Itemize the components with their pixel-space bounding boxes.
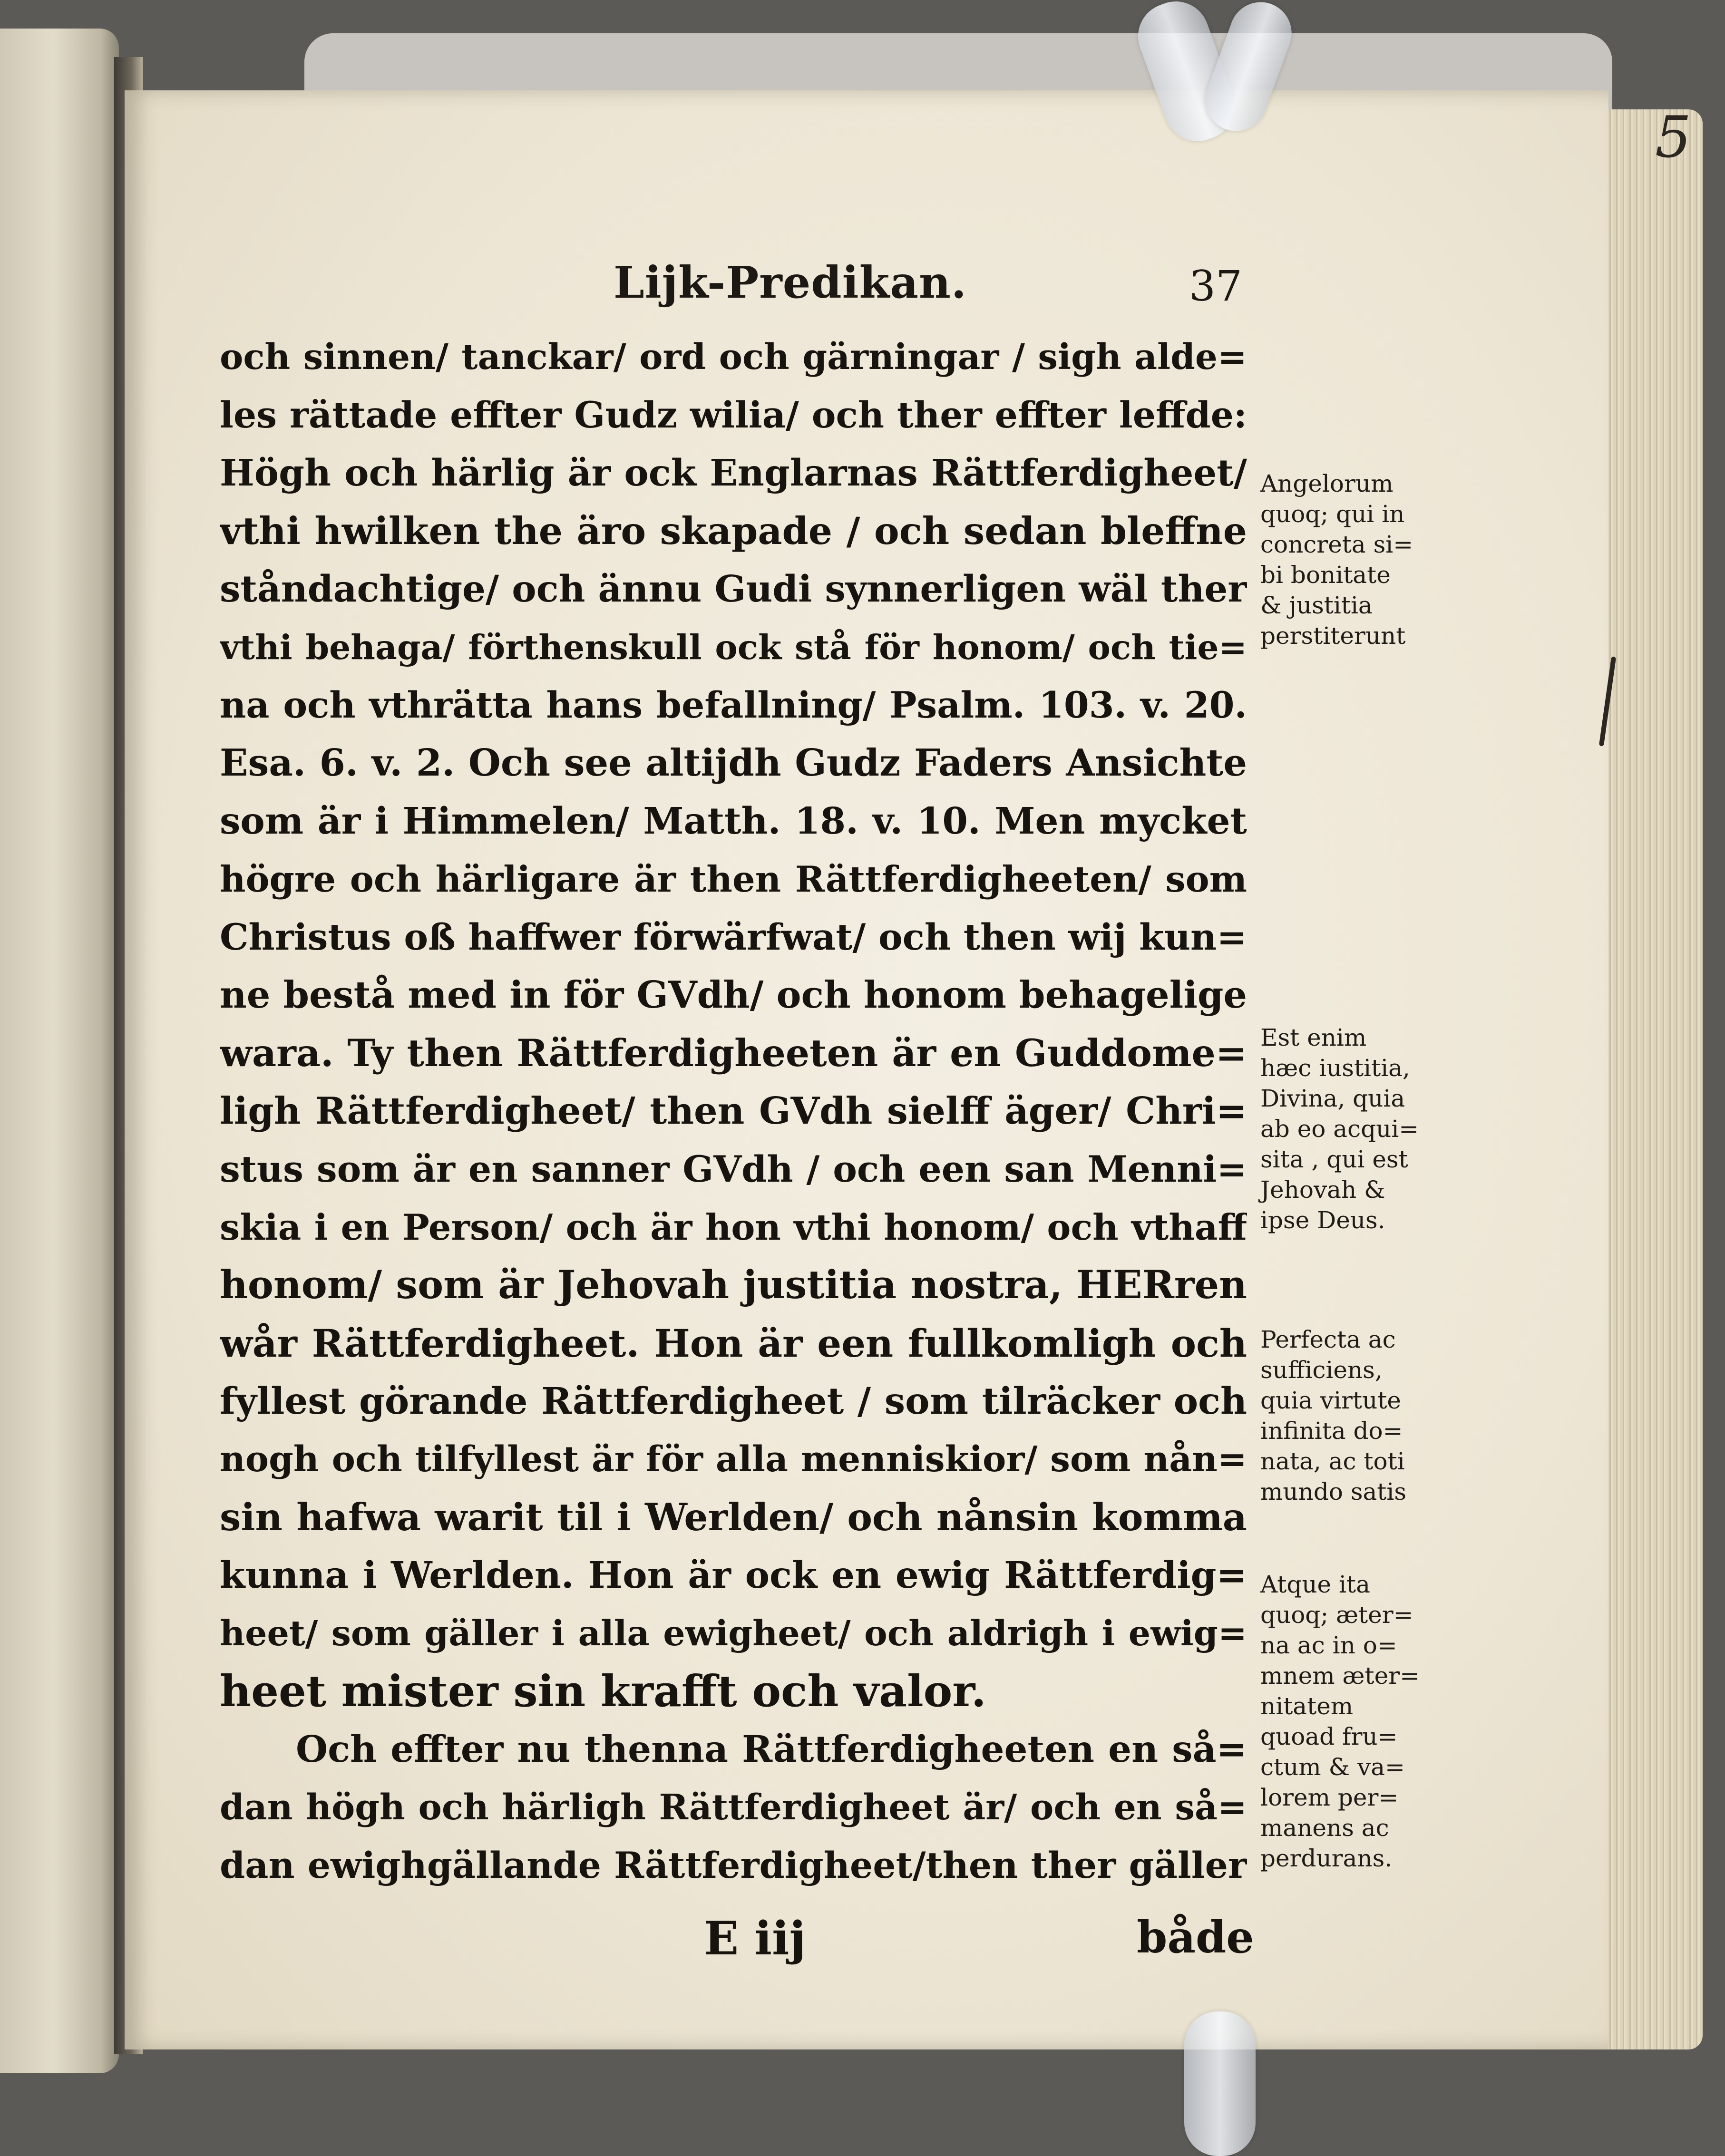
text-line: dan högh och härligh Rättferdigheet är/ och en så= [220, 1787, 1247, 1828]
marginal-line: nitatem [1260, 1692, 1354, 1720]
text-line: ligh Rättferdigheet/ then GVdh sielff äger/ Chri= [220, 1089, 1247, 1133]
marginal-note-perfecta [1260, 1324, 1432, 1507]
text-line: fyllest görande Rättferdigheet / som tilräcker och [220, 1380, 1247, 1423]
marginal-line: mundo satis [1260, 1478, 1407, 1505]
facing-page-edge [0, 29, 119, 2073]
glass-clip-bottom [1184, 2011, 1256, 2156]
marginal-line: sita , qui est [1260, 1146, 1408, 1173]
marginal-line: concreta si= [1260, 531, 1413, 558]
text-line: nogh och tilfyllest är för alla menniskior/ som nån= [220, 1439, 1247, 1480]
marginal-line: perstiterunt [1260, 622, 1406, 650]
text-line: som är i Himmelen/ Matth. 18. v. 10. Men mycket [220, 800, 1247, 843]
text-line: les rättade effter Gudz wilia/ och ther effter leffde: [220, 394, 1247, 436]
text-line: heet/ som gäller i alla ewigheet/ och aldrigh i ewig= [220, 1613, 1247, 1654]
marginal-line: ctum & va= [1260, 1753, 1405, 1781]
marginal-line: Angelorum [1260, 470, 1394, 497]
marginal-line: perdurans. [1260, 1845, 1393, 1872]
marginal-line: Perfecta ac [1260, 1326, 1396, 1353]
body-text [220, 328, 1247, 1894]
signature-mark: E iij [704, 1912, 806, 1965]
running-head: Lijk-Predikan. [614, 257, 967, 308]
marginal-line: hæc iustitia, [1260, 1054, 1410, 1082]
marginal-line: infinita do= [1260, 1417, 1403, 1445]
text-line: honom/ som är Jehovah justitia nostra, HERren [220, 1263, 1247, 1308]
text-line: vthi hwilken the äro skapade / och sedan bleffne [220, 509, 1247, 553]
marginal-line: Atque ita [1260, 1571, 1370, 1598]
marginal-note-angelorum [1260, 468, 1432, 651]
handwritten-folio-mark: 5 [1655, 105, 1692, 171]
marginal-line: lorem per= [1260, 1784, 1399, 1811]
text-line: Högh och härlig är ock Englarnas Rättferdigheet/ [220, 452, 1247, 495]
text-line: Christus oß haffwer förwärfwat/ och then wij kun= [220, 916, 1247, 958]
text-line: stus som är en sanner GVdh / och een san Menni= [220, 1148, 1247, 1190]
text-line: wår Rättferdigheet. Hon är een fullkomligh och [220, 1321, 1247, 1366]
marginal-line: manens ac [1260, 1814, 1389, 1842]
marginal-line: Jehovah & [1260, 1176, 1385, 1204]
facing-page-bleed-through [4, 228, 113, 282]
marginal-line: na ac in o= [1260, 1632, 1397, 1659]
text-line: sin hafwa warit til i Werlden/ och nånsin komma [220, 1495, 1247, 1539]
text-line: na och vthrätta hans befallning/ Psalm. 103. v. 20. [220, 684, 1247, 726]
page-block-edges [1593, 109, 1703, 2049]
text-line: ne bestå med in för GVdh/ och honom behagelige [220, 973, 1247, 1017]
marginal-line: sufficiens, [1260, 1356, 1383, 1384]
catchword: både [1137, 1912, 1254, 1963]
marginal-note-atque-ita [1260, 1569, 1432, 1874]
text-line: wara. Ty then Rättferdigheeten är en Guddome= [220, 1031, 1247, 1075]
marginal-line: quia virtute [1260, 1387, 1402, 1414]
marginal-line: ab eo acqui= [1260, 1115, 1419, 1143]
text-line-paragraph-start: Och effter nu thenna Rättferdigheeten en så= [296, 1728, 1247, 1771]
marginal-line: quoq; æter= [1260, 1601, 1413, 1629]
marginal-line: Divina, quia [1260, 1085, 1405, 1112]
marginal-line: Est enim [1260, 1024, 1367, 1051]
text-line: Esa. 6. v. 2. Och see altijdh Gudz Faders Ansichte [220, 741, 1247, 785]
text-line: ståndachtige/ och ännu Gudi synnerligen wäl ther [220, 568, 1247, 611]
text-line: kunna i Werlden. Hon är ock en ewig Rättferdig= [220, 1554, 1247, 1597]
marginal-note-est-enim [1260, 1022, 1432, 1235]
text-line: dan ewighgällande Rättferdigheet/then ther gäller [220, 1844, 1247, 1886]
text-line: och sinnen/ tanckar/ ord och gärningar / sigh alde= [220, 337, 1247, 378]
text-line: vthi behaga/ förthenskull ock stå för honom/ och tie= [220, 627, 1247, 667]
marginal-line: quoq; qui in [1260, 500, 1405, 528]
marginal-line: & justitia [1260, 592, 1373, 619]
text-line: heet mister sin krafft och valor. [220, 1666, 986, 1717]
text-line: högre och härligare är then Rättferdigheeten/ som [220, 858, 1247, 900]
marginal-line: bi bonitate [1260, 561, 1391, 589]
page-number: 37 [1189, 262, 1242, 311]
marginal-line: mnem æter= [1260, 1662, 1420, 1690]
marginal-line: nata, ac toti [1260, 1447, 1405, 1475]
marginal-line: quoad fru= [1260, 1723, 1398, 1750]
text-line: skia i en Person/ och är hon vthi honom/ och vthaff [220, 1206, 1247, 1248]
marginal-line: ipse Deus. [1260, 1206, 1385, 1234]
